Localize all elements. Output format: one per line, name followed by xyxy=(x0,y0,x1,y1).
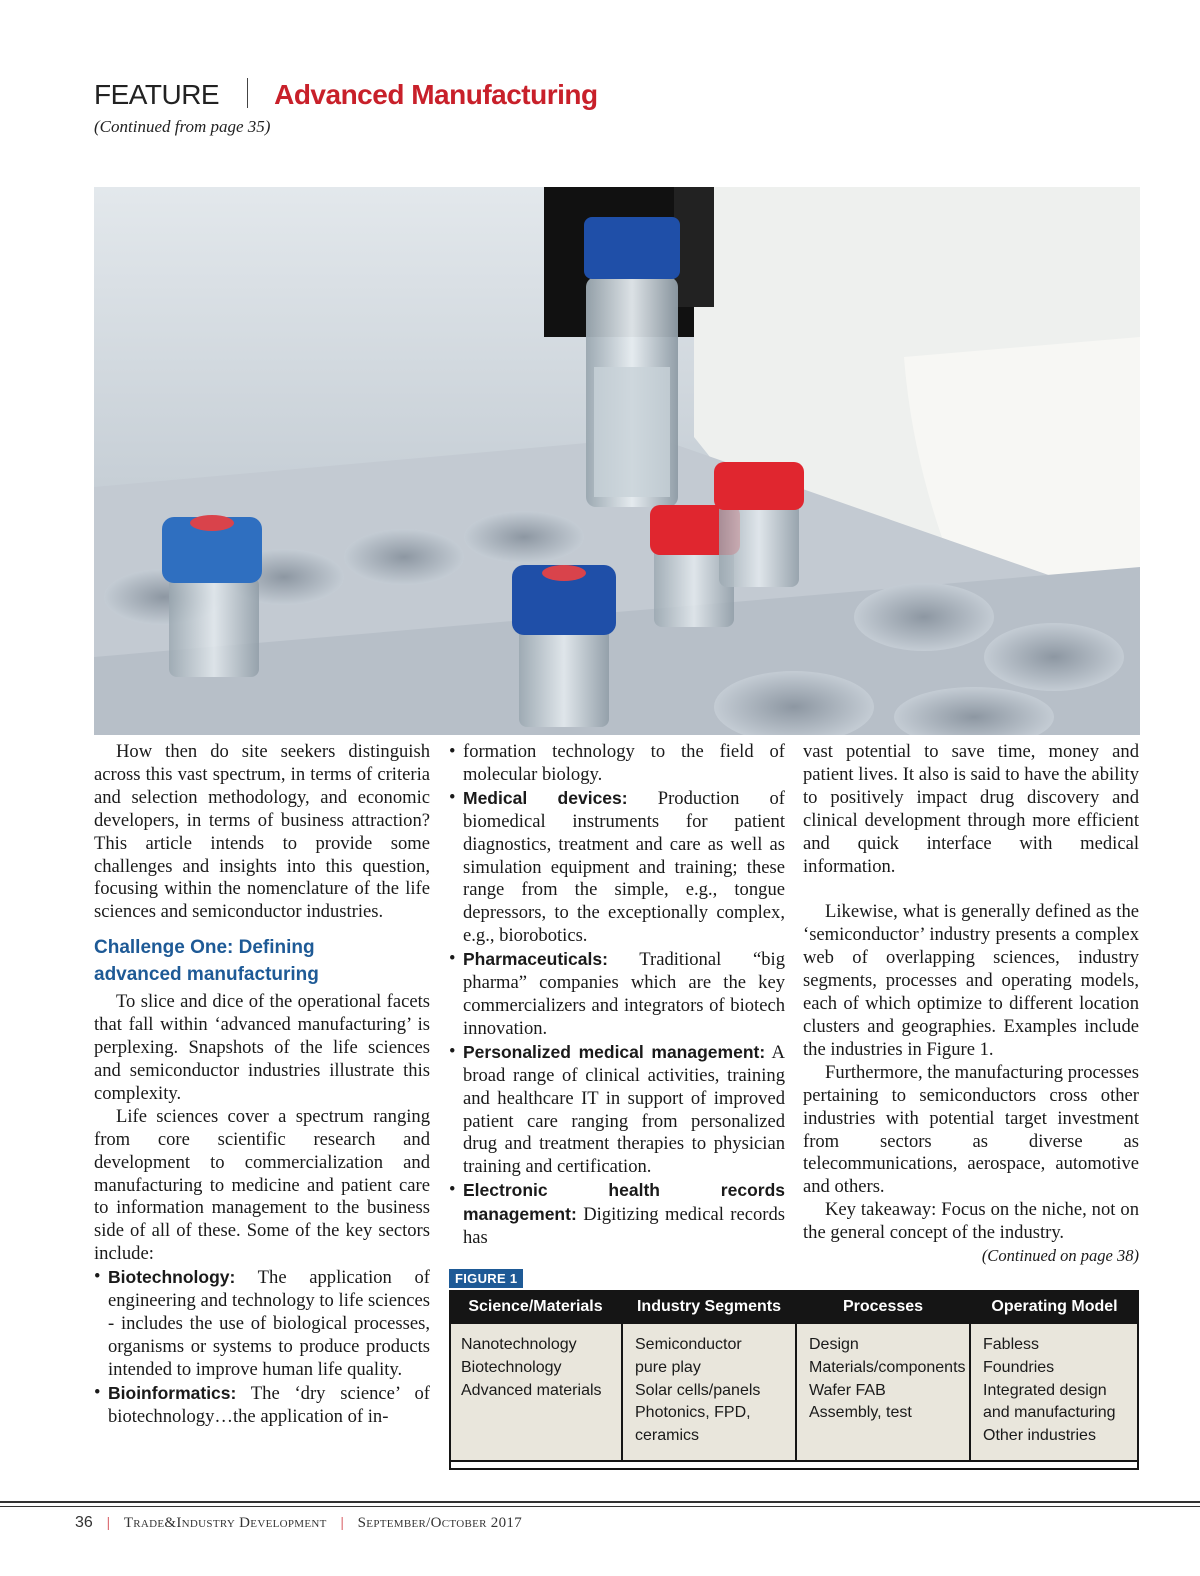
table-cell-line: and manufacturing xyxy=(983,1404,1116,1422)
table-row xyxy=(449,1324,1139,1461)
lab-vials-photo xyxy=(94,187,1140,735)
footer-rule xyxy=(0,1506,1200,1507)
footer-divider: | xyxy=(340,1515,344,1531)
bullet-term: Personalized medical management: xyxy=(463,1041,766,1062)
bullet-continuation xyxy=(449,741,785,787)
table-cell-line: Materials/components xyxy=(809,1358,966,1376)
body-paragraph: Life sciences cover a spectrum ranging from core scientific research and development to commercialization and manufacturing to medicine and patient care to information management to the business side of all of these. Some of the key sectors include: xyxy=(94,1105,430,1265)
table-cell-line: Wafer FAB xyxy=(809,1381,886,1399)
body-paragraph: How then do site seekers distinguish across this vast spectrum, in terms of criteria and selection methodology, and economic developers, in terms of business attraction? This article intends to provide some challenges and insights into this question, focusing within the nomenclature of the life sciences and semiconductor industries. xyxy=(94,741,430,923)
figure-table xyxy=(449,1290,1139,1462)
table-cell-line: Fabless xyxy=(983,1336,1040,1353)
bullet-item-biotechnology xyxy=(94,1266,430,1382)
bullet-item-pharmaceuticals xyxy=(449,948,785,1041)
text-column-1 xyxy=(94,741,430,1428)
bullet-term: Medical devices: xyxy=(463,787,628,808)
table-cell-line: Biotechnology xyxy=(461,1358,562,1376)
table-cell-line: Semiconductor xyxy=(635,1336,742,1353)
table-cell-line: Foundries xyxy=(983,1358,1055,1376)
section-heading-line: Challenge One: Defining xyxy=(94,937,315,959)
text-column-2 xyxy=(449,741,785,1250)
bullet-text: The application of engineering and technology to life sciences - includes the use of biological processes, organisms or systems to produce products intended to improve human life quality. xyxy=(108,1267,430,1380)
bullet-term: Pharmaceuticals: xyxy=(463,949,608,970)
bullet-term: Bioinformatics: xyxy=(108,1382,237,1403)
bullet-text: A broad range of clinical activities, training and healthcare IT in support of improved patient care ranging from personalized drug and treatment therapies to physician training and certification. xyxy=(463,1041,785,1178)
table-header-row xyxy=(449,1290,1139,1324)
section-heading-line: advanced manufacturing xyxy=(94,964,319,986)
table-cell-line: Nanotechnology xyxy=(461,1336,577,1353)
table-header-cell: Processes xyxy=(796,1290,970,1324)
body-paragraph: Key takeaway: Focus on the niche, not on the general concept of the industry. xyxy=(803,1199,1139,1244)
table-cell-line: Solar cells/panels xyxy=(635,1381,761,1399)
table-cell-industry-segments xyxy=(622,1324,796,1461)
continued-on-note: (Continued on page 38) xyxy=(981,1246,1139,1266)
table-cell-operating-model xyxy=(970,1324,1139,1461)
kicker-topic: Advanced Manufacturing xyxy=(274,79,598,110)
bullet-item-medical-devices xyxy=(449,787,785,948)
table-cell-line: Advanced materials xyxy=(461,1381,602,1399)
bullet-text: Digitizing medical records has xyxy=(463,1204,785,1249)
footer-rule xyxy=(0,1501,1200,1503)
lab-vials-illustration xyxy=(94,187,1140,735)
bullet-term: Electronic health records management: xyxy=(463,1180,785,1225)
issue-date: September/October 2017 xyxy=(357,1515,522,1531)
bullet-text: The ‘dry science’ of biotechnology…the application of in- xyxy=(108,1382,430,1427)
page-footer xyxy=(75,1514,522,1532)
bullet-text: formation technology to the field of molecular biology. xyxy=(463,741,785,785)
figure-label: FIGURE 1 xyxy=(449,1269,523,1288)
table-cell-science-materials xyxy=(449,1324,622,1461)
bullet-item-electronic-health-records xyxy=(449,1179,785,1250)
kicker-divider xyxy=(247,78,248,108)
section-heading xyxy=(94,934,430,988)
bullet-term: Biotechnology: xyxy=(108,1267,236,1288)
body-paragraph: Furthermore, the manufacturing processes pertaining to semiconductors cross other industries with potential target investment from sectors as diverse as telecommunications, aerospace, automotive and others. xyxy=(803,1061,1139,1198)
kicker-label: FEATURE xyxy=(94,79,220,110)
text-column-3 xyxy=(803,741,1139,1268)
table-header-cell: Science/Materials xyxy=(449,1290,622,1324)
bullet-text: Production of biomedical instruments for patient diagnostics, treatment and care as well as simulation equipment and training; these range from the simple, e.g., tongue depressors, to the exceptionally complex, e.g., biorobotics. xyxy=(463,787,785,947)
table-header-cell: Operating Model xyxy=(970,1290,1139,1324)
table-cell-line: Other industries xyxy=(983,1427,1096,1445)
body-paragraph: Likewise, what is generally defined as the ‘semiconductor’ industry presents a complex web of overlapping sciences, industry segments, processes and operating models, each of which optimize to different location clusters and geographies. Examples include the industries in Figure 1. xyxy=(803,901,1139,1060)
bullet-item-bioinformatics xyxy=(94,1382,430,1429)
body-paragraph: vast potential to save time, money and patient lives. It also is said to have the ability to positively impact drug discovery and clinical development through more efficient and quick interface with medical information. xyxy=(803,741,1139,877)
section-kicker xyxy=(94,78,598,111)
magazine-name: Trade&Industry Development xyxy=(123,1515,327,1531)
table-cell-line: Assembly, test xyxy=(809,1404,912,1422)
bullet-text: Traditional “big pharma” companies which are the key commercializers and integrators of biotech innovation. xyxy=(463,949,785,1039)
table-cell-line: Design xyxy=(809,1336,859,1353)
body-paragraph: To slice and dice of the operational facets that fall within ‘advanced manufacturing’ is perplexing. Snapshots of the life sciences and semiconductor industries illustrate this complexity. xyxy=(94,991,430,1104)
table-cell-line: Photonics, FPD, xyxy=(635,1404,751,1422)
table-cell-line: Integrated design xyxy=(983,1381,1107,1399)
table-cell-processes xyxy=(796,1324,970,1461)
footer-divider: | xyxy=(106,1515,110,1531)
bullet-item-personalized-medical-management xyxy=(449,1041,785,1179)
page-number: 36 xyxy=(75,1514,93,1531)
paragraph-spacer xyxy=(803,878,1139,901)
table-cell-line: ceramics xyxy=(635,1427,700,1445)
continued-from-note: (Continued from page 35) xyxy=(94,117,271,136)
table-cell-line: pure play xyxy=(635,1358,701,1376)
table-header-cell: Industry Segments xyxy=(622,1290,796,1324)
